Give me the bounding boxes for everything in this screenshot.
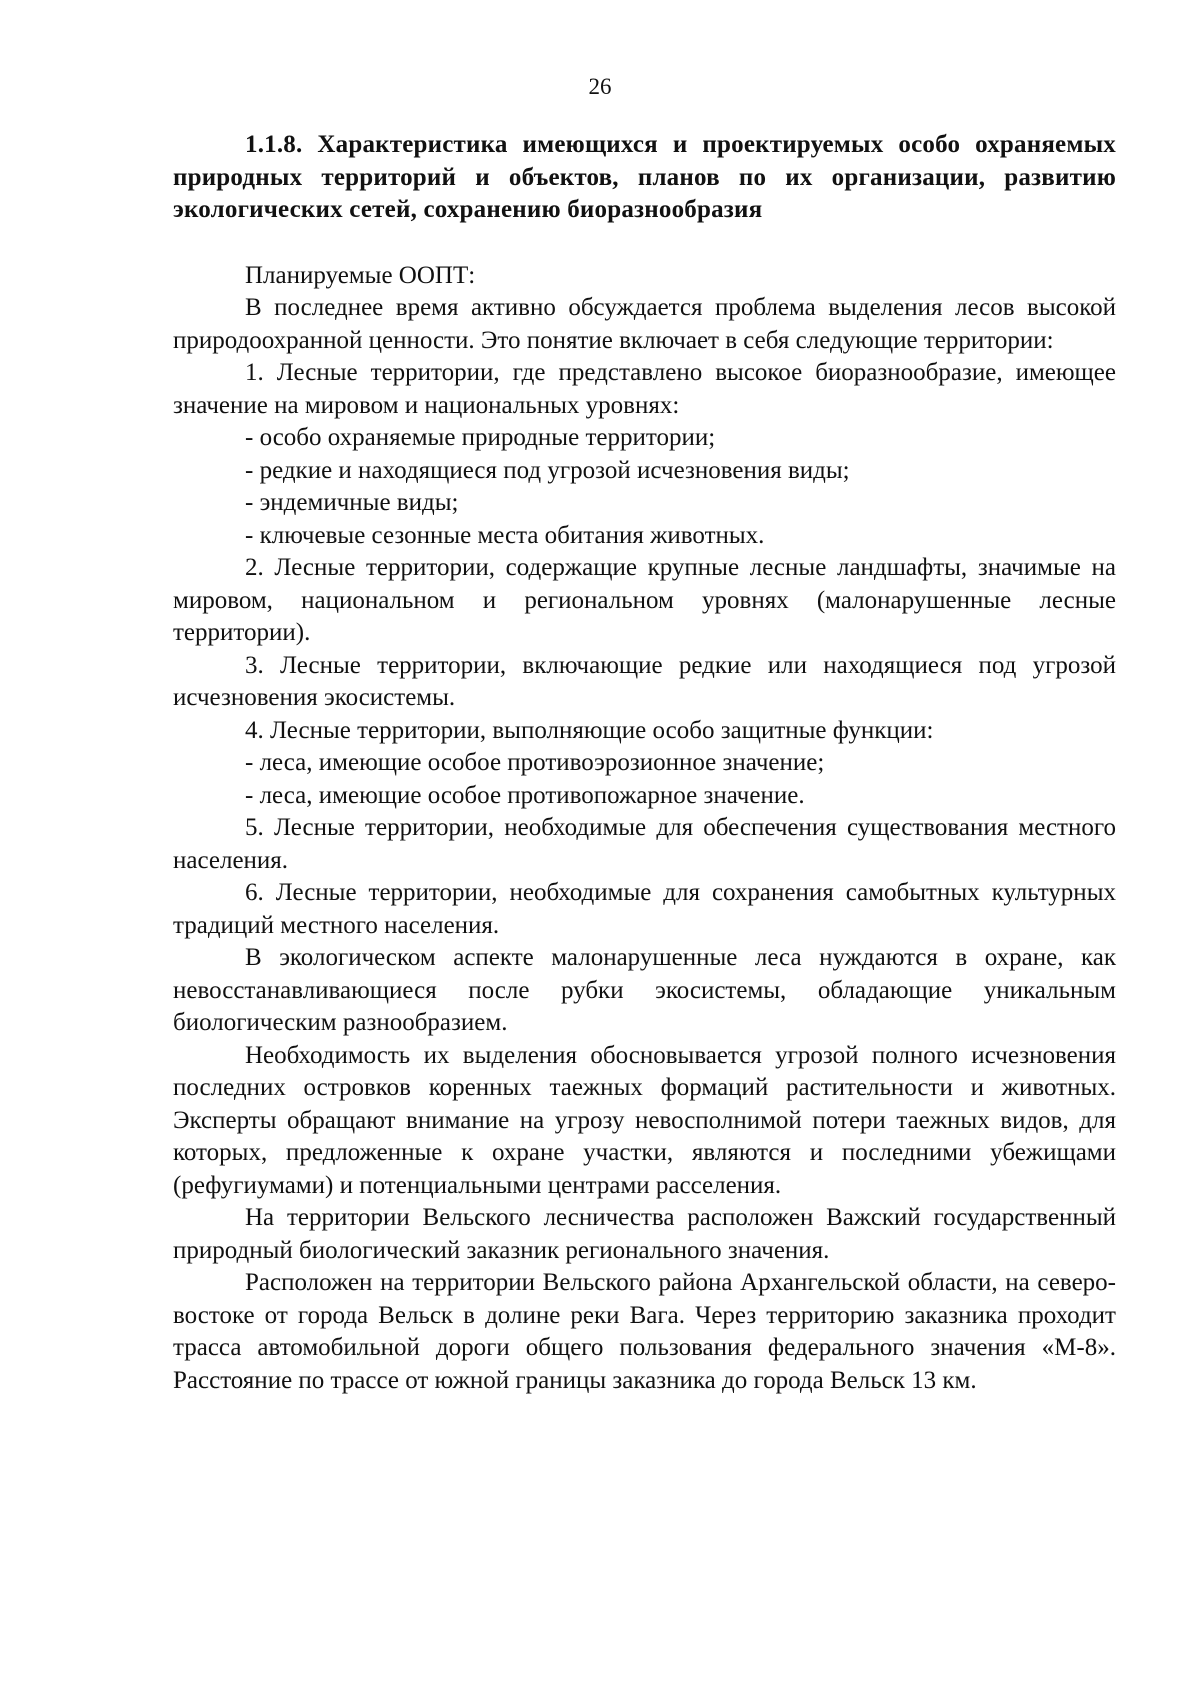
page-content <box>173 129 1116 1397</box>
list-item-5: 5. Лесные территории, необходимые для обеспечения существования местного населения. <box>173 814 1116 874</box>
paragraph-planned-oopt: Планируемые ООПТ: <box>245 261 476 289</box>
paragraph-vazhsky-reserve: На территории Вельского лесничества расположен Важский государственный природный биологический заказник регионального значения. <box>173 1204 1116 1264</box>
dash-item: - леса, имеющие особое противопожарное значение. <box>245 781 805 809</box>
dash-item: - эндемичные виды; <box>245 489 459 516</box>
section-heading: 1.1.8. Характеристика имеющихся и проектируемых особо охраняемых природных территорий и объектов, планов по их организации, развитию экологических сетей, сохранению биоразнообразия <box>173 131 1116 223</box>
list-item-6: 6. Лесные территории, необходимые для сохранения самобытных культурных традиций местного населения. <box>173 879 1116 939</box>
page-number: 26 <box>588 74 612 99</box>
dash-item: - особо охраняемые природные территории; <box>245 424 716 451</box>
list-item-1: 1. Лесные территории, где представлено высокое биоразнообразие, имеющее значение на мировом и национальных уровнях: <box>173 359 1116 419</box>
list-item-3: 3. Лесные территории, включающие редкие или находящиеся под угрозой исчезновения экосистемы. <box>173 651 1116 711</box>
paragraph-intro: В последнее время активно обсуждается проблема выделения лесов высокой природоохранной ценности. Это понятие включает в себя следующие территории: <box>173 294 1116 354</box>
paragraph-location: Расположен на территории Вельского района Архангельской области, на северо-востоке от города Вельск в долине реки Вага. Через территорию заказника проходит трасса автомобильной дороги общего пользования федерального значения «М-8». Расстояние по трассе от южной границы заказника до города Вельск 13 км. <box>173 1269 1116 1394</box>
dash-item: - леса, имеющие особое противоэрозионное значение; <box>245 749 825 776</box>
body-text <box>173 260 1116 1398</box>
list-item-4: 4. Лесные территории, выполняющие особо защитные функции: <box>245 716 934 744</box>
dash-item: - ключевые сезонные места обитания животных. <box>245 521 765 549</box>
list-item-2: 2. Лесные территории, содержащие крупные лесные ландшафты, значимые на мировом, национальном и региональном уровнях (малонарушенные лесные территории). <box>173 554 1116 646</box>
paragraph-necessity: Необходимость их выделения обосновывается угрозой полного исчезновения последних островков коренных таежных формаций растительности и животных. Эксперты обращают внимание на угрозу невосполнимой потери таежных видов, для которых, предложенные к охране участки, являются и последними убежищами (рефугиумами) и потенциальными центрами расселения. <box>173 1041 1116 1199</box>
paragraph-ecological-aspect: В экологическом аспекте малонарушенные леса нуждаются в охране, как невосстанавливающиеся после рубки экосистемы, обладающие уникальным биологическим разнообразием. <box>173 944 1116 1036</box>
dash-item: - редкие и находящиеся под угрозой исчезновения виды; <box>245 456 850 484</box>
